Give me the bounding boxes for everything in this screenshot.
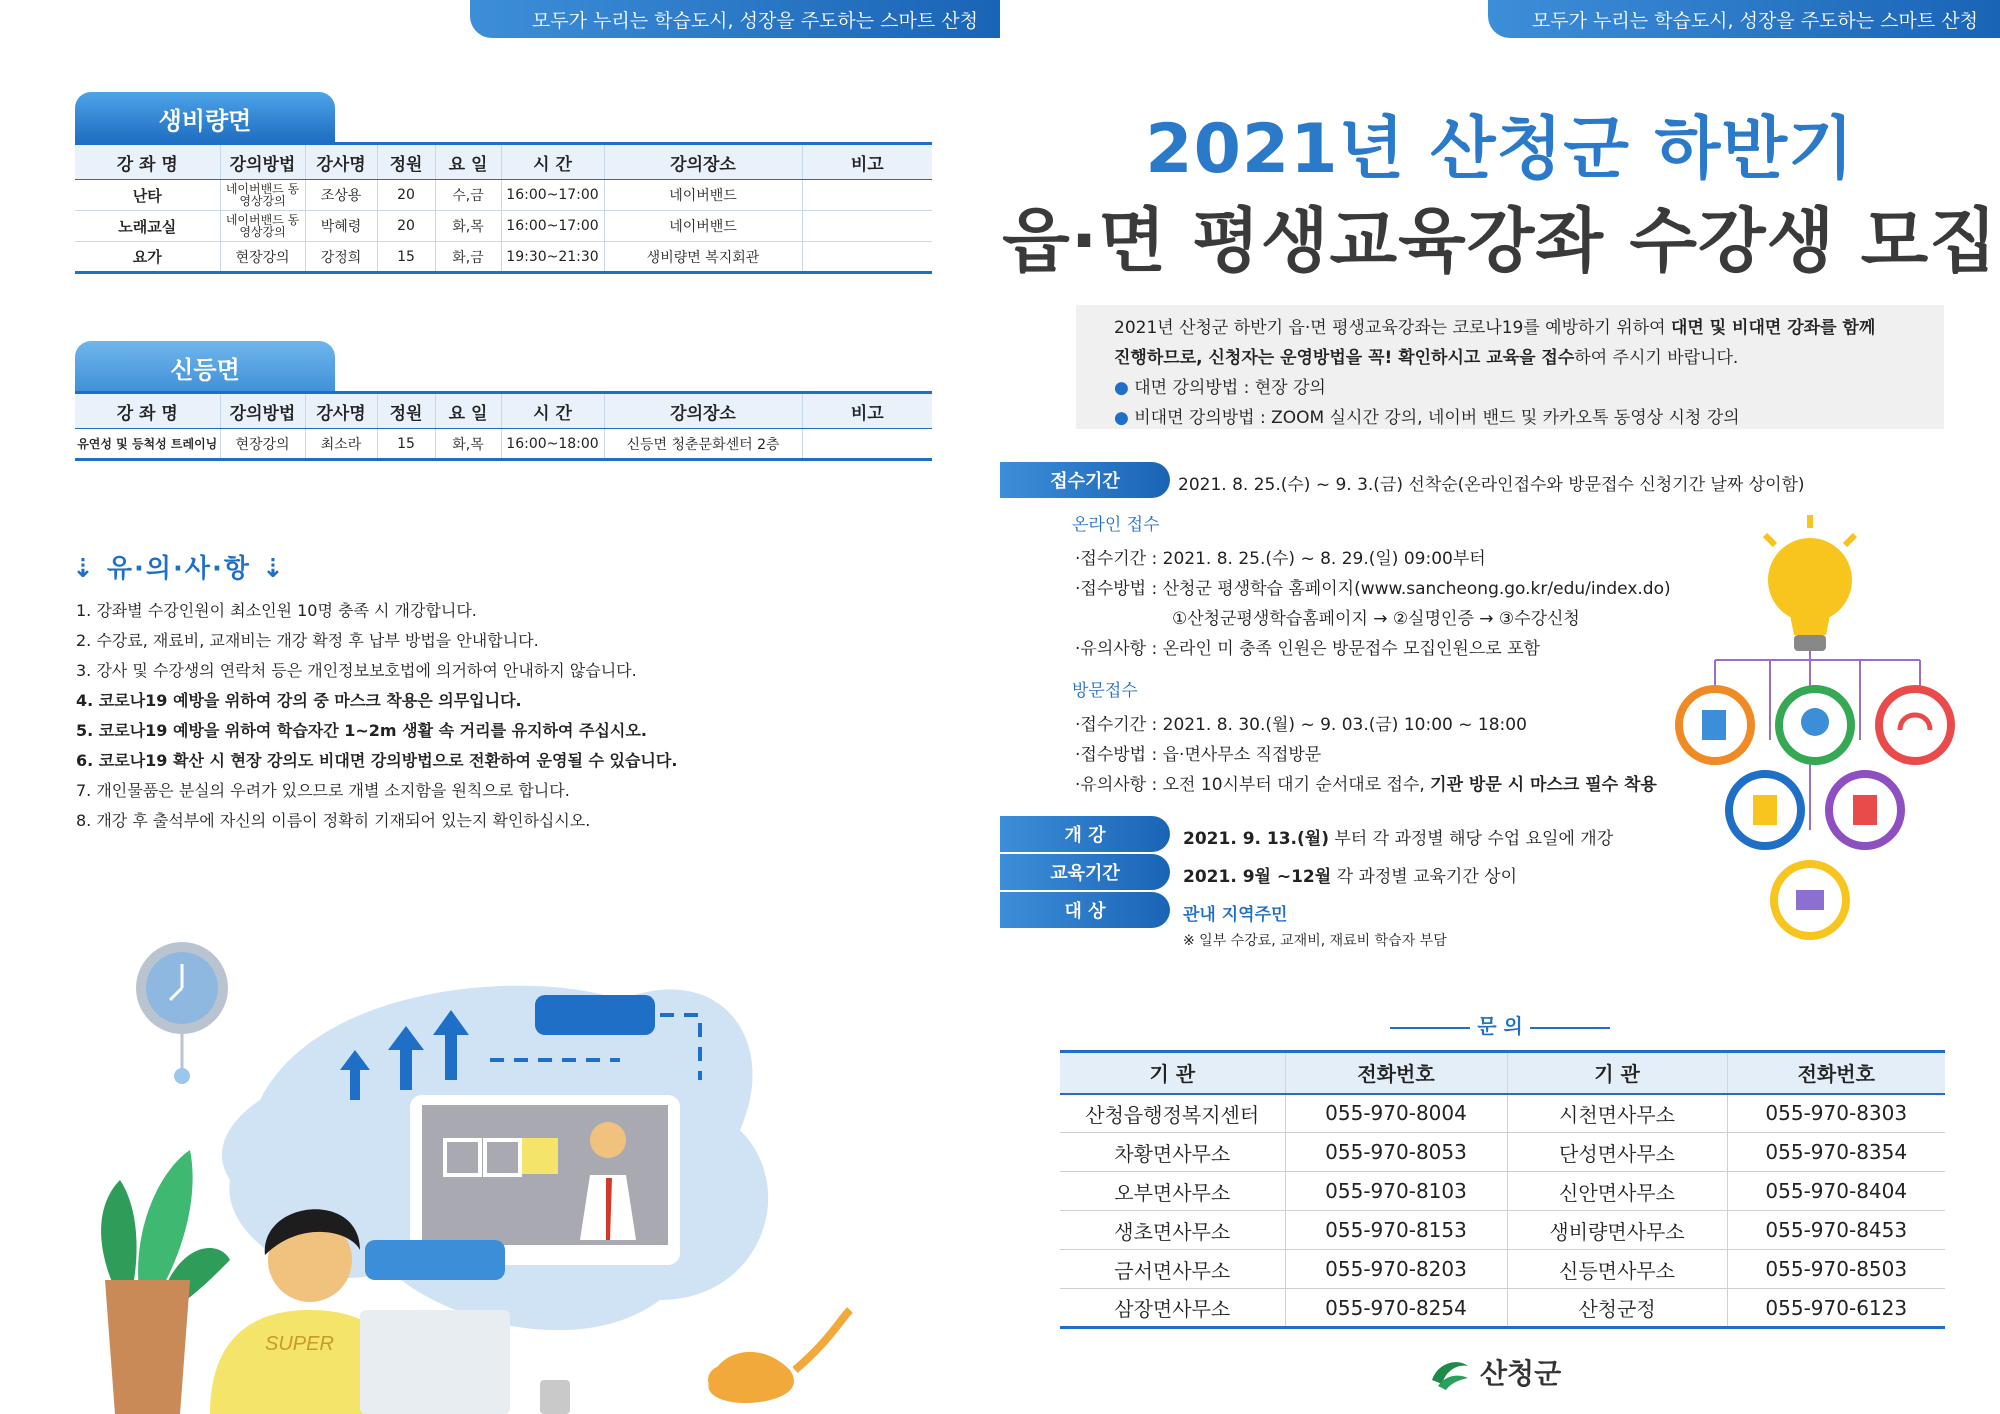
- intro-bold: 대면 및 비대면 강좌를 함께: [1670, 318, 1876, 338]
- table-row: [1060, 1250, 1945, 1289]
- class-table-sindeung: [75, 391, 932, 461]
- table-row: [75, 180, 932, 211]
- table-cell: 단성면사무소: [1507, 1133, 1727, 1172]
- note-item: 1. 강좌별 수강인원이 최소인원 10명 충족 시 개강합니다.: [76, 601, 477, 620]
- table-cell: 시천면사무소: [1507, 1094, 1727, 1133]
- opening-label: 개 강: [1000, 816, 1170, 852]
- logo-text: 산청군: [1480, 1357, 1562, 1390]
- table-cell: 산청군정: [1507, 1289, 1727, 1328]
- divider: [1530, 1027, 1610, 1029]
- note-item: 2. 수강료, 재료비, 교재비는 개강 확정 후 납부 방법을 안내합니다.: [76, 631, 539, 650]
- table-cell: 오부면사무소: [1060, 1172, 1285, 1211]
- col-header: 강의방법: [220, 393, 305, 429]
- plant-icon: [101, 1150, 230, 1414]
- table-cell: 055-970-8203: [1285, 1250, 1507, 1289]
- sancheong-logo: [1428, 1352, 1561, 1392]
- main-title-line2: 읍·면 평생교육강좌 수강생 모집: [1002, 200, 1998, 282]
- table-cell: 화,목: [435, 211, 501, 242]
- arrow-down-icon: ⇣: [72, 554, 96, 584]
- table-cell: 네이버밴드 동영상강의: [220, 211, 305, 242]
- table-cell: 신등면사무소: [1507, 1250, 1727, 1289]
- table-header-row: [75, 393, 932, 429]
- intro-bullet-text: 대면 강의방법 : 현장 강의: [1134, 378, 1326, 398]
- table-cell: 화,금: [435, 242, 501, 273]
- table-cell: 조상용: [305, 180, 377, 211]
- col-header: 전화번호: [1727, 1052, 1945, 1094]
- visit-note-bold: 기관 방문 시 마스크 필수 착용: [1430, 775, 1657, 795]
- intro-line1: [1114, 313, 1906, 343]
- target-info: 관내 지역주민: [1183, 905, 1288, 925]
- inquiry-title: 문 의: [1477, 1014, 1523, 1038]
- table-cell: [802, 180, 932, 211]
- intro-bullet-text: 비대면 강의방법 : ZOOM 실시간 강의, 네이버 밴드 및 카카오톡 동영상 시청 강의: [1134, 408, 1740, 428]
- table-cell: 신안면사무소: [1507, 1172, 1727, 1211]
- online-heading: 온라인 접수: [1072, 515, 1160, 535]
- col-header: 강의방법: [220, 144, 305, 180]
- table-cell: 055-970-8303: [1727, 1094, 1945, 1133]
- table-cell: [802, 242, 932, 273]
- col-header: 강사명: [305, 393, 377, 429]
- table-row: [1060, 1094, 1945, 1133]
- table-cell: 최소라: [305, 429, 377, 460]
- table-cell: 16:00~17:00: [501, 180, 604, 211]
- intro-text: 하여 주시기 바랍니다.: [1574, 348, 1739, 368]
- col-header: 시 간: [501, 393, 604, 429]
- table-row: [1060, 1172, 1945, 1211]
- table-cell: 수,금: [435, 180, 501, 211]
- table-cell: 현장강의: [220, 242, 305, 273]
- col-header: 요 일: [435, 393, 501, 429]
- table-row: [75, 242, 932, 273]
- table-cell: 16:00~17:00: [501, 211, 604, 242]
- arrow-down-icon: ⇣: [262, 554, 286, 584]
- visit-note: [1075, 770, 1657, 795]
- note-item: 6. 코로나19 확산 시 현장 강의도 비대면 강의방법으로 전환하여 운영될 수 있습니다.: [76, 751, 678, 770]
- table-cell: 생비량면사무소: [1507, 1211, 1727, 1250]
- intro-bold: 진행하므로, 신청자는 운영방법을 꼭! 확인하시고 교육을 접수: [1114, 348, 1575, 368]
- opening-text: 부터 각 과정별 해당 수업 요일에 개강: [1328, 829, 1614, 849]
- table-cell: 현장강의: [220, 429, 305, 460]
- speech-bubble-icon: [535, 995, 655, 1035]
- table-cell: 055-970-8053: [1285, 1133, 1507, 1172]
- online-period: ·접수기간 : 2021. 8. 25.(수) ~ 8. 29.(일) 09:00부터: [1075, 549, 1486, 569]
- table-cell: 강정희: [305, 242, 377, 273]
- intro-line2: [1114, 343, 1906, 373]
- col-header: 강사명: [305, 144, 377, 180]
- table-header-row: [75, 144, 932, 180]
- note-item: 4. 코로나19 예방을 위하여 강의 중 마스크 착용은 의무입니다.: [76, 691, 522, 710]
- main-title-line1: 2021년 산청군 하반기: [1145, 110, 1855, 189]
- table-cell: 055-970-8404: [1727, 1172, 1945, 1211]
- cat-icon: [708, 1310, 850, 1403]
- table-cell: 055-970-8453: [1727, 1211, 1945, 1250]
- table-cell: [802, 429, 932, 460]
- col-header: 강의장소: [604, 393, 802, 429]
- online-steps: ①산청군평생학습홈페이지 → ②실명인증 → ③수강신청: [1172, 609, 1580, 629]
- notes-title: [72, 548, 286, 585]
- col-header: 비고: [802, 393, 932, 429]
- lightbulb-infographic: [1660, 510, 1980, 950]
- table-cell: 055-970-8354: [1727, 1133, 1945, 1172]
- target-label: 대 상: [1000, 892, 1170, 928]
- note-item: 8. 개강 후 출석부에 자신의 이름이 정확히 기재되어 있는지 확인하십시오.: [76, 811, 591, 830]
- opening-info: [1183, 824, 1613, 849]
- lightbulb-icon: [1765, 515, 1855, 651]
- table-row: [1060, 1133, 1945, 1172]
- shirt-text: SUPER: [265, 1333, 334, 1355]
- col-header: 전화번호: [1285, 1052, 1507, 1094]
- table-cell: 신등면 청춘문화센터 2층: [604, 429, 802, 460]
- video-screen-icon: [410, 1095, 680, 1265]
- class-table-saengbiryang: [75, 142, 932, 274]
- bullet-icon: ●: [1114, 408, 1129, 428]
- reception-label: 접수기간: [1000, 462, 1170, 498]
- bullet-icon: ●: [1114, 378, 1129, 398]
- reception-period: 2021. 8. 25.(수) ~ 9. 3.(금) 선착순(온라인접수와 방문접수 신청기간 날짜 상이함): [1178, 475, 1805, 495]
- period-text: 각 과정별 교육기간 상이: [1331, 867, 1518, 887]
- table-cell: 19:30~21:30: [501, 242, 604, 273]
- divider: [1390, 1027, 1470, 1029]
- chat-bubble-icon: [365, 1240, 505, 1280]
- note-item: 5. 코로나19 예방을 위하여 학습자간 1~2m 생활 속 거리를 유지하여 주십시오.: [76, 721, 647, 740]
- col-header: 강 좌 명: [75, 393, 220, 429]
- table-cell: 생비량면 복지회관: [604, 242, 802, 273]
- visit-heading: 방문접수: [1072, 681, 1138, 701]
- table-row: [1060, 1289, 1945, 1328]
- table-row: [75, 429, 932, 460]
- headphones-icon: [1879, 689, 1951, 761]
- table-cell: 네이버밴드 동영상강의: [220, 180, 305, 211]
- table-cell: 차황면사무소: [1060, 1133, 1285, 1172]
- period-date: 2021. 9월 ~12월: [1183, 867, 1332, 887]
- table-cell: 생초면사무소: [1060, 1211, 1285, 1250]
- col-header: 강의장소: [604, 144, 802, 180]
- table-cell: 15: [377, 242, 435, 273]
- table-cell: 박혜령: [305, 211, 377, 242]
- intro-bullet: [1114, 373, 1906, 403]
- table-cell: 15: [377, 429, 435, 460]
- table-cell: 055-970-8153: [1285, 1211, 1507, 1250]
- table-cell: 화,목: [435, 429, 501, 460]
- table-cell: 055-970-6123: [1727, 1289, 1945, 1328]
- opening-date: 2021. 9. 13.(월): [1183, 829, 1329, 849]
- intro-bullet: [1114, 403, 1906, 433]
- table-cell: 난타: [75, 180, 220, 211]
- table-cell: 055-970-8503: [1727, 1250, 1945, 1289]
- notes-list: [76, 596, 677, 836]
- col-header: 정원: [377, 144, 435, 180]
- col-header: 기 관: [1060, 1052, 1285, 1094]
- table-cell: 네이버밴드: [604, 211, 802, 242]
- table-cell: 055-970-8004: [1285, 1094, 1507, 1133]
- col-header: 정원: [377, 393, 435, 429]
- table-header-row: [1060, 1052, 1945, 1094]
- slogan-banner-left: 모두가 누리는 학습도시, 성장을 주도하는 스마트 산청: [470, 0, 1000, 38]
- col-header: 강 좌 명: [75, 144, 220, 180]
- table-cell: 20: [377, 211, 435, 242]
- period-info: [1183, 862, 1517, 887]
- table-cell: 노래교실: [75, 211, 220, 242]
- online-method: ·접수방법 : 산청군 평생학습 홈페이지(www.sancheong.go.kr/edu/index.do): [1075, 579, 1671, 599]
- table-title-saengbiryang: 생비량면: [75, 92, 335, 144]
- online-note: ·유의사항 : 온라인 미 충족 인원은 방문접수 모집인원으로 포함: [1075, 639, 1540, 659]
- table-cell: 네이버밴드: [604, 180, 802, 211]
- table-title-sindeung: 신등면: [75, 341, 335, 393]
- period-label: 교육기간: [1000, 854, 1170, 890]
- col-header: 비고: [802, 144, 932, 180]
- table-cell: 20: [377, 180, 435, 211]
- contact-table: [1060, 1050, 1945, 1329]
- table-cell: 16:00~18:00: [501, 429, 604, 460]
- clock-icon: [136, 942, 228, 1084]
- table-cell: 금서면사무소: [1060, 1250, 1285, 1289]
- visit-method: ·접수방법 : 읍·면사무소 직접방문: [1075, 745, 1322, 765]
- cup-icon: [540, 1380, 570, 1414]
- col-header: 시 간: [501, 144, 604, 180]
- notes-title-text: 유·의·사·항: [106, 554, 251, 584]
- table-cell: 요가: [75, 242, 220, 273]
- slogan-banner-right: 모두가 누리는 학습도시, 성장을 주도하는 스마트 산청: [1488, 0, 2000, 38]
- table-row: [1060, 1211, 1945, 1250]
- col-header: 기 관: [1507, 1052, 1727, 1094]
- note-item: 7. 개인물품은 분실의 우려가 있으므로 개별 소지함을 원칙으로 합니다.: [76, 781, 570, 800]
- online-learning-illustration: [60, 940, 940, 1414]
- intro-box: [1076, 305, 1944, 429]
- visit-period: ·접수기간 : 2021. 8. 30.(월) ~ 9. 03.(금) 10:00 ~ 18:00: [1075, 715, 1527, 735]
- intro-text: 2021년 산청군 하반기 읍·면 평생교육강좌는 코로나19를 예방하기 위하여: [1114, 318, 1671, 338]
- table-cell: [802, 211, 932, 242]
- inquiry-heading: [1370, 1010, 1630, 1039]
- col-header: 요 일: [435, 144, 501, 180]
- table-cell: 삼장면사무소: [1060, 1289, 1285, 1328]
- table-cell: 산청읍행정복지센터: [1060, 1094, 1285, 1133]
- note-item: 3. 강사 및 수강생의 연락처 등은 개인정보보호법에 의거하여 안내하지 않습니다.: [76, 661, 637, 680]
- table-cell: 055-970-8103: [1285, 1172, 1507, 1211]
- table-cell: 055-970-8254: [1285, 1289, 1507, 1328]
- table-row: [75, 211, 932, 242]
- table-cell: 유연성 및 등척성 트레이닝: [75, 429, 220, 460]
- sancheong-emblem-icon: [1428, 1352, 1472, 1392]
- visit-note-text: ·유의사항 : 오전 10시부터 대기 순서대로 접수,: [1075, 775, 1431, 795]
- target-note: ※ 일부 수강료, 교재비, 재료비 학습자 부담: [1183, 933, 1447, 949]
